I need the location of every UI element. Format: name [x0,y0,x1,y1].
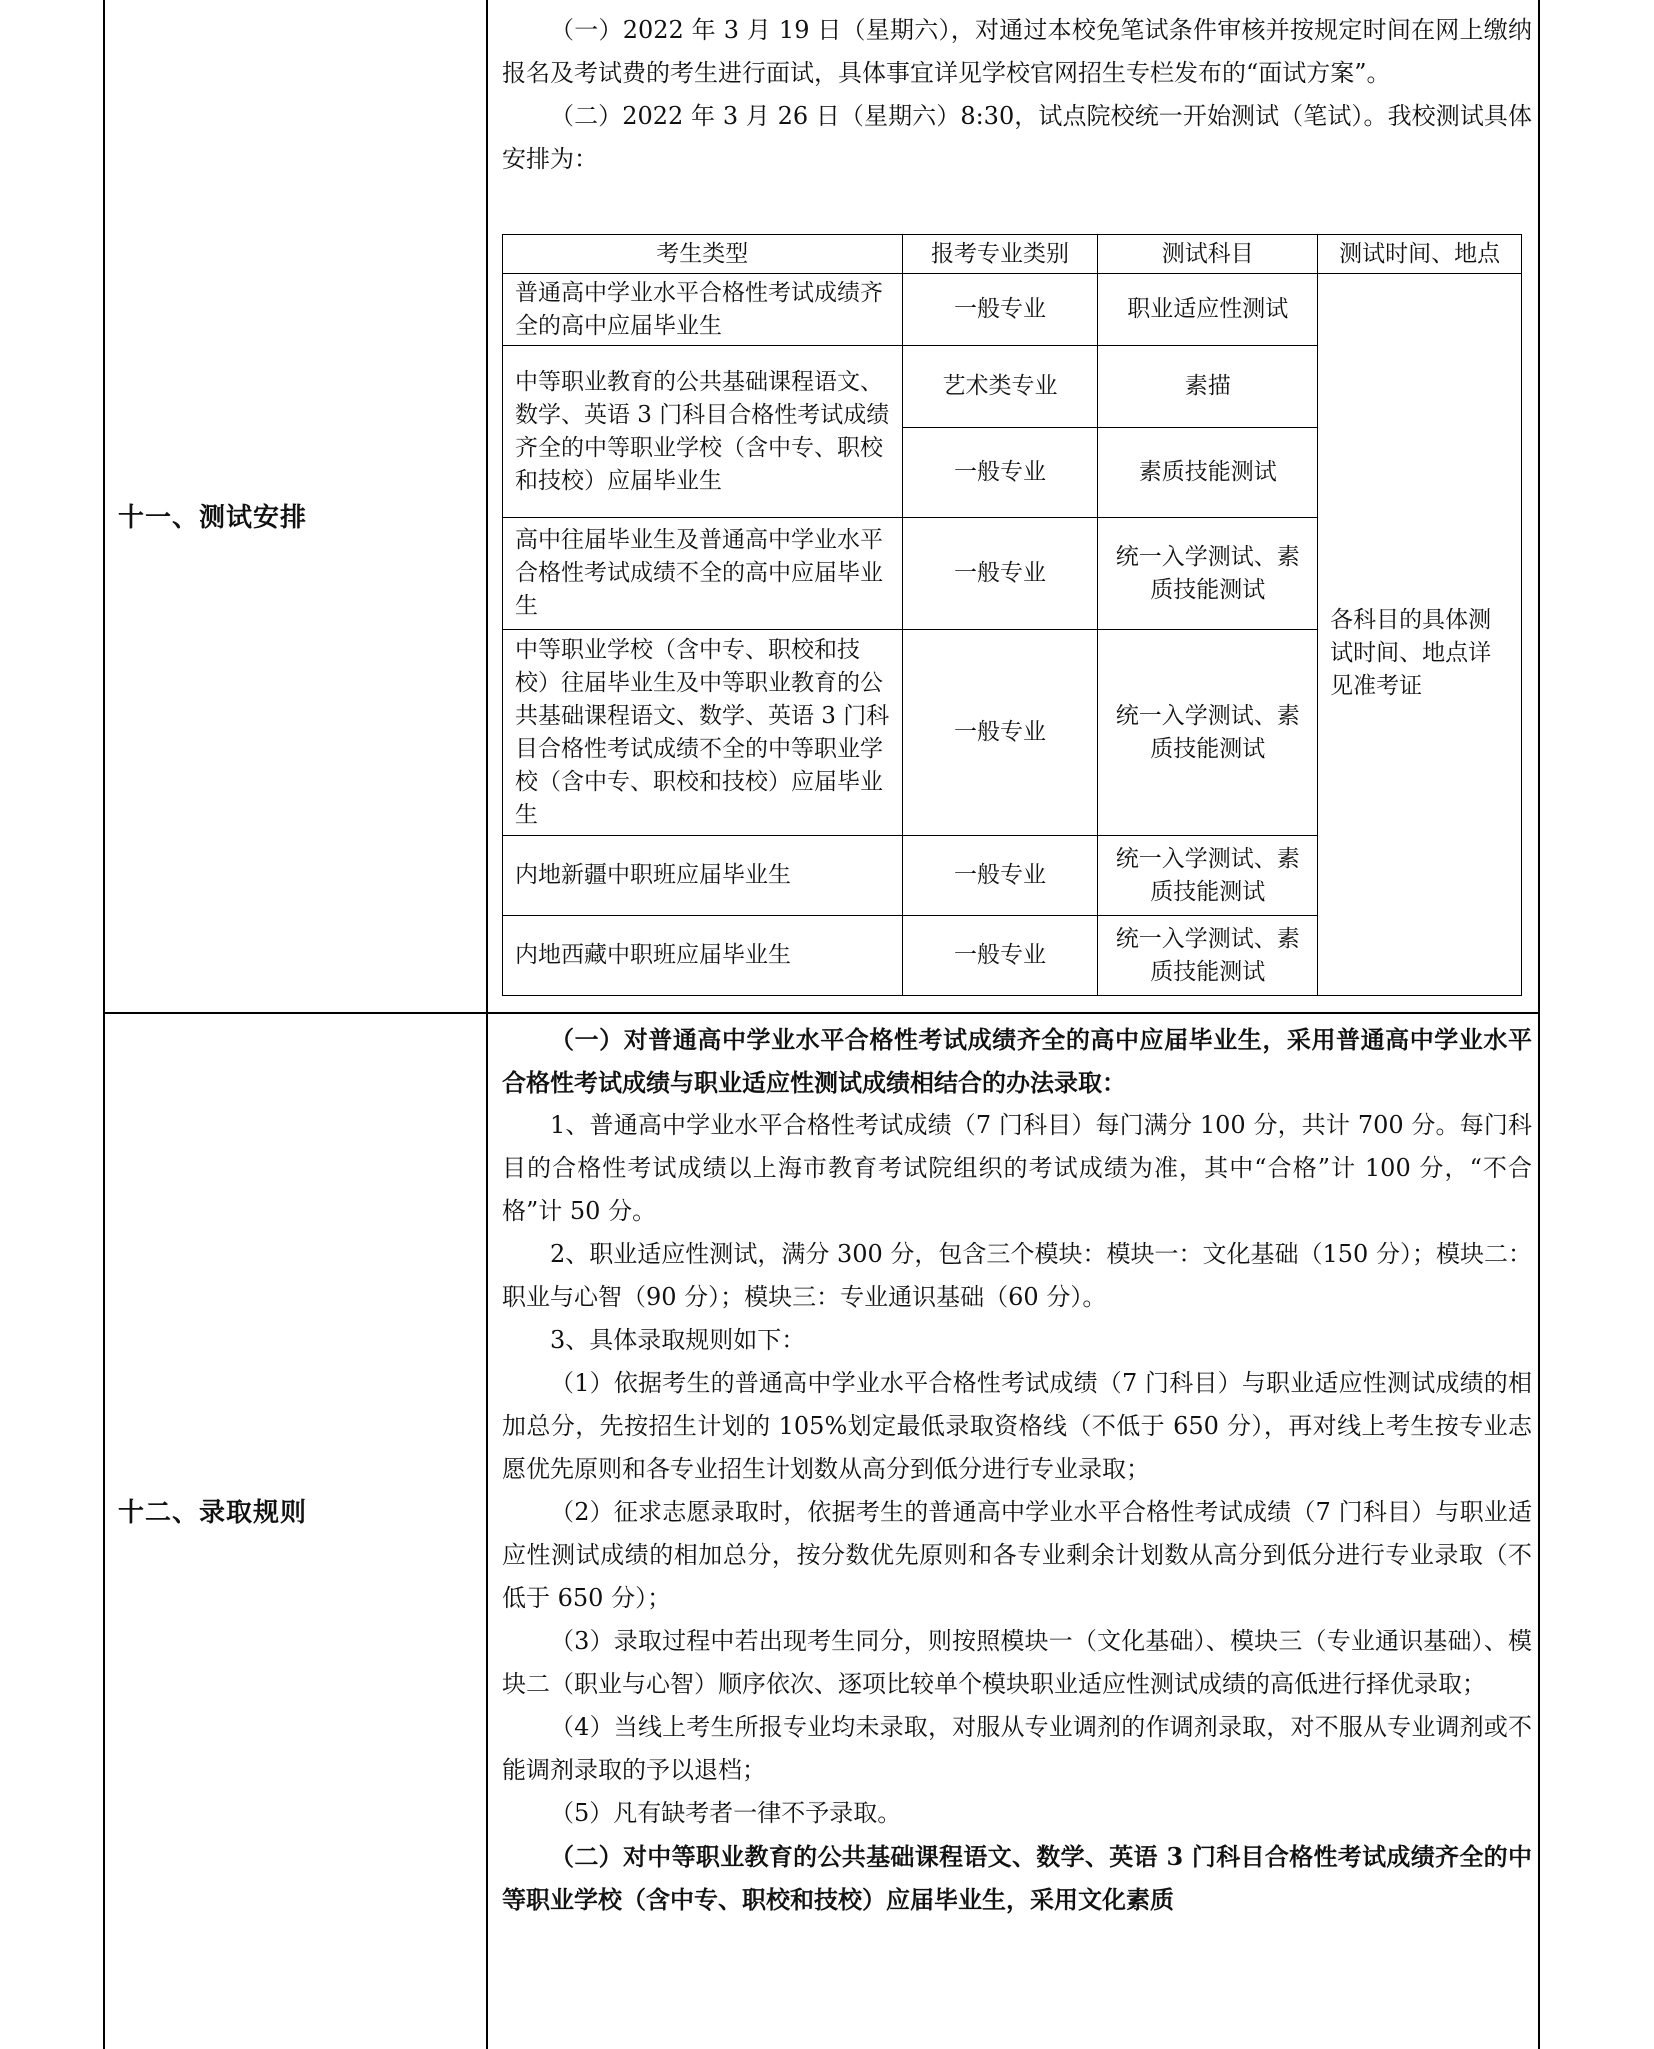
row-divider [103,1012,1540,1014]
cell-subject: 职业适应性测试 [1098,274,1318,346]
cell-subject: 统一入学测试、素质技能测试 [1098,518,1318,630]
cell-subject: 统一入学测试、素质技能测试 [1098,836,1318,916]
cell-subject: 统一入学测试、素质技能测试 [1098,630,1318,836]
table-header-row [503,235,1522,274]
cell-subject: 统一入学测试、素质技能测试 [1098,916,1318,996]
cell-major: 一般专业 [902,518,1098,630]
cell-major: 艺术类专业 [902,346,1098,428]
header-major-category: 报考专业类别 [902,235,1098,274]
cell-candidate-type: 普通高中学业水平合格性考试成绩齐全的高中应届毕业生 [503,274,903,346]
table-row [503,274,1522,346]
section12-content [502,1018,1532,1921]
admission-paragraph: （3）录取过程中若出现考生同分，则按照模块一（文化基础）、模块三（专业通识基础）、模块二（职业与心智）顺序依次、逐项比较单个模块职业适应性测试成绩的高低进行择优录取； [502,1627,1532,1698]
cell-major: 一般专业 [902,428,1098,518]
section11-intro [502,9,1532,181]
section-label-test-arrangement: 十一、测试安排 [118,503,308,533]
table-border-middle [486,0,488,2049]
cell-candidate-type: 内地西藏中职班应届毕业生 [503,916,903,996]
cell-major: 一般专业 [902,916,1098,996]
table-border-left [103,0,105,2049]
cell-candidate-type: 中等职业学校（含中专、职校和技校）往届毕业生及中等职业教育的公共基础课程语文、数学、英语 3 门科目合格性考试成绩不全的中等职业学校（含中专、职校和技校）应届毕业生 [503,630,903,836]
cell-candidate-type: 高中往届毕业生及普通高中学业水平合格性考试成绩不全的高中应届毕业生 [503,518,903,630]
admission-paragraph: （二）对中等职业教育的公共基础课程语文、数学、英语 3 门科目合格性考试成绩齐全的中等职业学校（含中专、职校和技校）应届毕业生，采用文化素质 [502,1842,1532,1914]
admission-paragraph: （4）当线上考生所报专业均未录取，对服从专业调剂的作调剂录取，对不服从专业调剂或不能调剂录取的予以退档； [502,1713,1532,1784]
admission-paragraph: （一）对普通高中学业水平合格性考试成绩齐全的高中应届毕业生，采用普通高中学业水平合格性考试成绩与职业适应性测试成绩相结合的办法录取： [502,1025,1532,1097]
cell-subject: 素描 [1098,346,1318,428]
cell-major: 一般专业 [902,836,1098,916]
header-test-subject: 测试科目 [1098,235,1318,274]
admission-paragraph: 1、普通高中学业水平合格性考试成绩（7 门科目）每门满分 100 分，共计 700 分。每门科目的合格性考试成绩以上海市教育考试院组织的考试成绩为准，其中“合格”计 100 分，“不合格”计 50 分。 [502,1111,1532,1225]
cell-major: 一般专业 [902,274,1098,346]
admission-paragraph: 3、具体录取规则如下： [550,1326,806,1354]
intro-paragraph-2: （二）2022 年 3 月 26 日（星期六）8:30，试点院校统一开始测试（笔试）。我校测试具体安排为： [502,102,1532,173]
header-candidate-type: 考生类型 [503,235,903,274]
cell-candidate-type: 中等职业教育的公共基础课程语文、数学、英语 3 门科目合格性考试成绩齐全的中等职业学校（含中专、职校和技校）应届毕业生 [503,346,903,518]
test-schedule-table [502,234,1522,996]
cell-candidate-type: 内地新疆中职班应届毕业生 [503,836,903,916]
cell-major: 一般专业 [902,630,1098,836]
section-label-admission-rules: 十二、录取规则 [118,1498,308,1528]
admission-paragraph: （1）依据考生的普通高中学业水平合格性考试成绩（7 门科目）与职业适应性测试成绩的相加总分，先按招生计划的 105%划定最低录取资格线（不低于 650 分），再对线上考生按专业志愿优先原则和各专业招生计划数从高分到低分进行专业录取； [502,1369,1532,1483]
cell-subject: 素质技能测试 [1098,428,1318,518]
admission-paragraph: （5）凡有缺考者一律不予录取。 [550,1799,902,1827]
table-border-right [1538,0,1540,2049]
header-time-place: 测试时间、地点 [1318,235,1522,274]
intro-paragraph-1: （一）2022 年 3 月 19 日（星期六），对通过本校免笔试条件审核并按规定时间在网上缴纳报名及考试费的考生进行面试，具体事宜详见学校官网招生专栏发布的“面试方案”。 [502,16,1532,87]
admission-paragraph: （2）征求志愿录取时，依据考生的普通高中学业水平合格性考试成绩（7 门科目）与职业适应性测试成绩的相加总分，按分数优先原则和各专业剩余计划数从高分到低分进行专业录取（不低于 650 分）； [502,1498,1532,1612]
cell-time-place: 各科目的具体测试时间、地点详见准考证 [1318,274,1522,996]
admission-paragraph: 2、职业适应性测试，满分 300 分，包含三个模块：模块一：文化基础（150 分）；模块二：职业与心智（90 分）；模块三：专业通识基础（60 分）。 [502,1240,1532,1311]
